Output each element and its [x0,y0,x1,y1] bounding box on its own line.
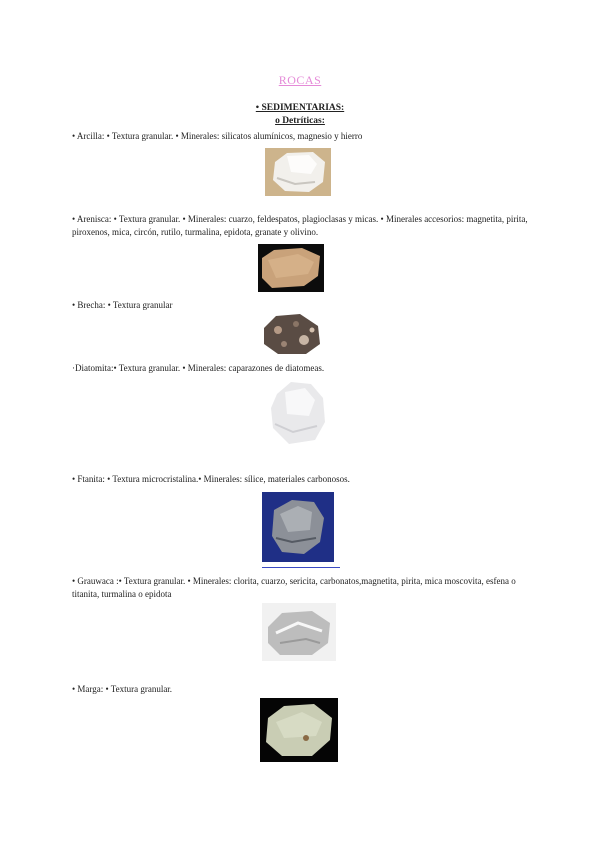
entry-ftanita: • Ftanita: • Textura microcristalina.• Minerales: sílice, materiales carbonosos. [72,474,350,484]
ftanita-rock-image [262,492,334,562]
page-title: ROCAS [278,73,322,87]
marga-rock-image [260,698,338,762]
subsection-heading: o Detríticas: [275,116,325,126]
brecha-rock-image [258,310,324,358]
entry-diatomita: ·Diatomita:• Textura granular. • Minerales: caparazones de diatomeas. [72,363,325,373]
arenisca-rock-image [258,244,324,292]
entry-marga: • Marga: • Textura granular. [72,684,173,694]
entry-brecha: • Brecha: • Textura granular [72,300,173,310]
entry-grauwaca: • Grauwaca :• Textura granular. • Minerales: clorita, cuarzo, sericita, carbonatos,magnetita, pirita, mica moscovita, esfena o titanita, turmalina o epidota [72,576,516,599]
grauwaca-rock-image [262,603,336,661]
section-heading: • SEDIMENTARIAS: [255,103,345,113]
entry-arenisca: • Arenisca: • Textura granular. • Minerales: cuarzo, feldespatos, plagioclasas y micas. • Minerales accesorios: magnetita, pirita, piroxenos, mica, circón, rutilo, turmalina, epidota, granate y olivino. [72,214,528,237]
diatomita-rock-image [265,376,331,448]
divider-line [262,567,340,568]
entry-arcilla: • Arcilla: • Textura granular. • Minerales: silicatos alumínicos, magnesio y hierro [72,131,363,141]
arcilla-rock-image [265,148,331,196]
